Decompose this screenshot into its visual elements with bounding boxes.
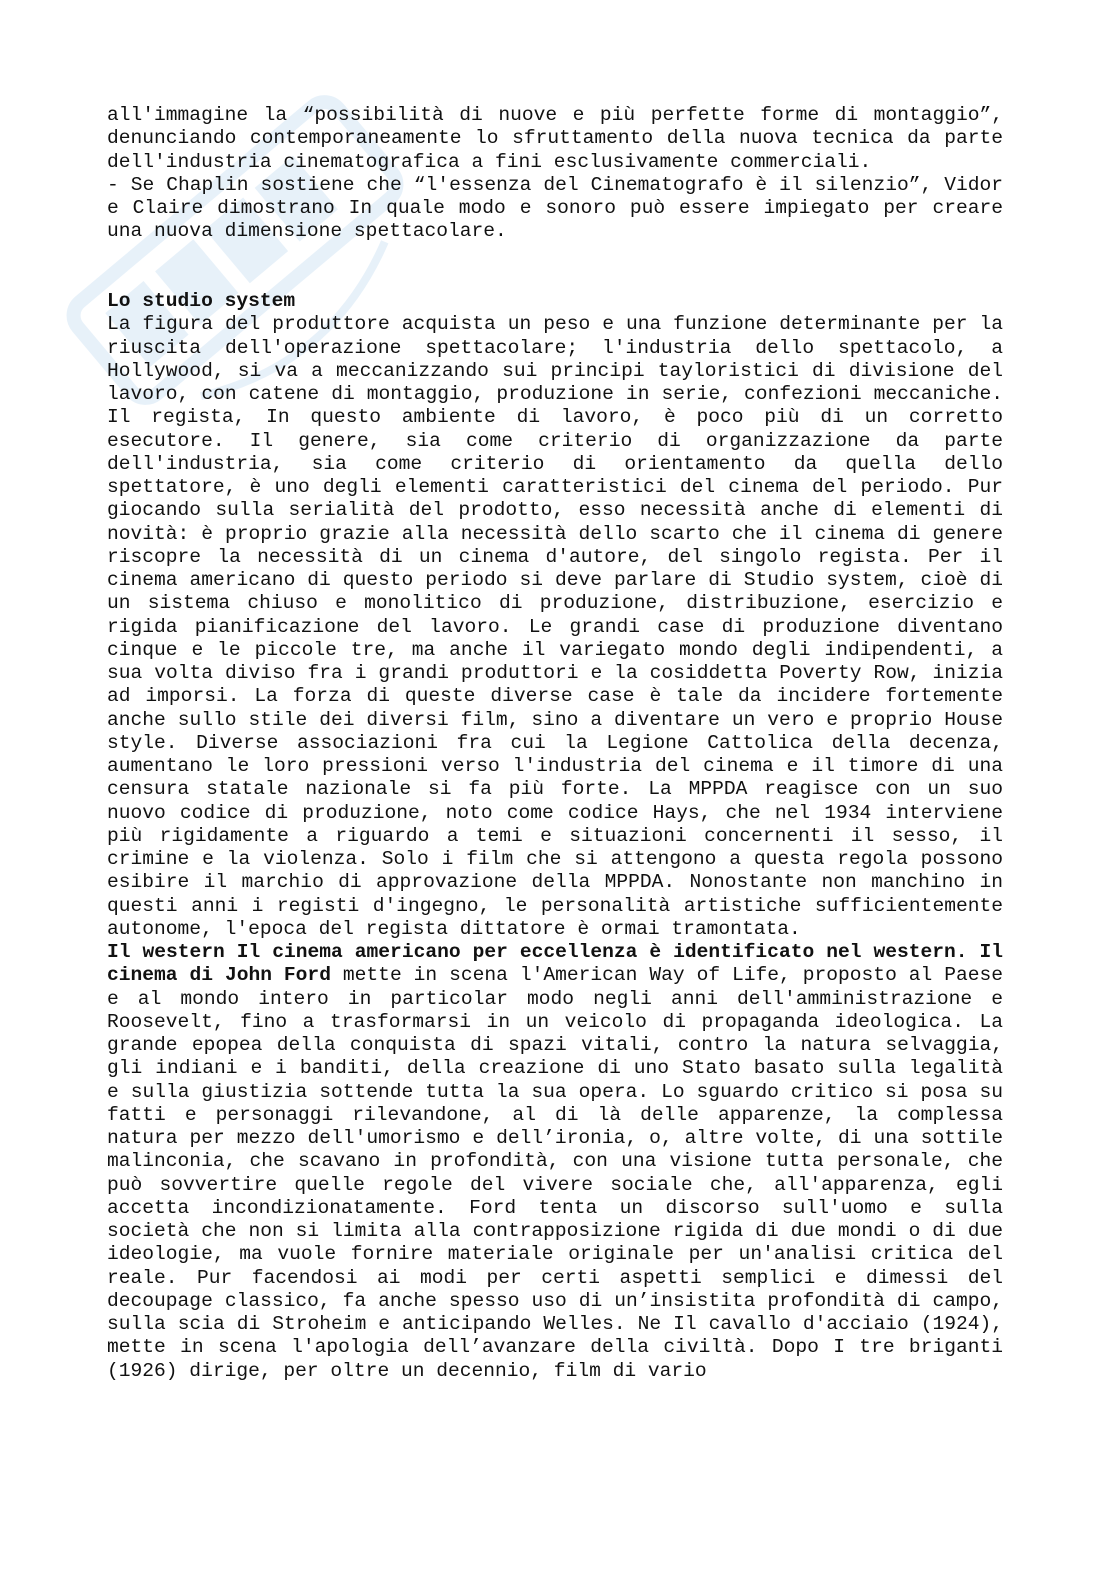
intro-paragraph-2: - Se Chaplin sostiene che “l'essenza del Cinematografo è il silenzio”, Vidor e Claire dimostrano In quale modo e sonoro può essere impiegato per creare una nuova dimensione spettacolare. <box>107 173 1003 243</box>
section-gap <box>107 244 1003 291</box>
western-paragraph <box>107 941 1003 1383</box>
section-heading-studio-system: Lo studio system <box>107 290 296 312</box>
western-body: mette in scena l'American Way of Life, proposto al Paese e al mondo intero in particolar modo negli anni dell'amministrazione e Roosevelt, fino a trasformarsi in un veicolo di propaganda ideologica. La grande epopea della conquista di spazi vitali, contro la natura selvaggia, gli indiani e i banditi, della creazione di uno Stato basato sulla legalità e sulla giustizia sottende tutta la sua opera. Lo sguardo critico si posa su fatti e personaggi rilevandone, al di là delle apparenze, la complessa natura per mezzo dell'umorismo e dell’ironia, o, altre volte, di una sottile malinconia, che scavano in profondità, con una visione tutta personale, che può sovvertire quelle regole del vivere sociale che, all'apparenza, egli accetta incondizionatamente. Ford tenta un discorso sull'uomo e sulla società che non si limita alla contrapposizione rigida di due mondi o di due ideologie, ma vuole fornire materiale originale per un'analisi critica del reale. Pur facendosi ai modi per certi aspetti semplici e dimessi del decoupage classico, fa anche spesso uso di un’insistita profondità di campo, sulla scia di Stroheim e anticipando Welles. Ne Il cavallo d'acciaio (1924), mette in scena l'apologia dell’avanzare della civiltà. Dopo I tre briganti (1926) dirige, per oltre un decennio, film di vario <box>107 964 1004 1382</box>
studio-system-body: La figura del produttore acquista un peso e una funzione determinante per la riuscita dell'operazione spettacolare; l'industria dello spettacolo, a Hollywood, si va a meccanizzando sui principi tayloristici di divisione del lavoro, con catene di montaggio, produzione in serie, confezioni meccaniche. Il regista, In questo ambiente di lavoro, è poco più di un corretto esecutore. Il genere, sia come criterio di organizzazione da parte dell'industria, sia come criterio di orientamento da quella dello spettatore, è uno degli elementi caratteristici del cinema del periodo. Pur giocando sulla serialità del prodotto, esso necessità anche di elementi di novità: è proprio grazie alla necessità dello scarto che il cinema di genere riscopre la necessità di un cinema d'autore, del singolo regista. Per il cinema americano di questo periodo si deve parlare di Studio system, cioè di un sistema chiuso e monolitico di produzione, distribuzione, esercizio e rigida pianificazione del lavoro. Le grandi case di produzione diventano cinque e le piccole tre, ma anche il variegato mondo degli indipendenti, a sua volta diviso fra i grandi produttori e la cosiddetta Poverty Row, inizia ad imporsi. La forza di queste diverse case è tale da incidere fortemente anche sullo stile dei diversi film, sino a diventare un vero e proprio House style. Diverse associazioni fra cui la Legione Cattolica della decenza, aumentano le loro pressioni verso l'industria del cinema e il timore di una censura statale nazionale si fa più forte. La MPPDA reagisce con un suo nuovo codice di produzione, noto come codice Hays, che nel 1934 interviene più rigidamente a riguardo a temi e situazioni concernenti il sesso, il crimine e la violenza. Solo i film che si attengono a questa regola possono esibire il marchio di approvazione della MPPDA. Nonostante non manchino in questi anni i registi d'ingegno, le personalità artistiche sufficientemente autonome, l'epoca del regista dittatore è ormai tramontata. <box>107 313 1003 940</box>
document-page <box>107 104 1003 1383</box>
intro-paragraph-1: all'immagine la “possibilità di nuove e più perfette forme di montaggio”, denunciando contemporaneamente lo sfruttamento della nuova tecnica da parte dell'industria cinematografica a fini esclusivamente commerciali. <box>107 104 1003 173</box>
western-heading: Il western Il cinema americano per eccellenza è identificato nel western. Il cinema di John Ford <box>107 941 1003 987</box>
